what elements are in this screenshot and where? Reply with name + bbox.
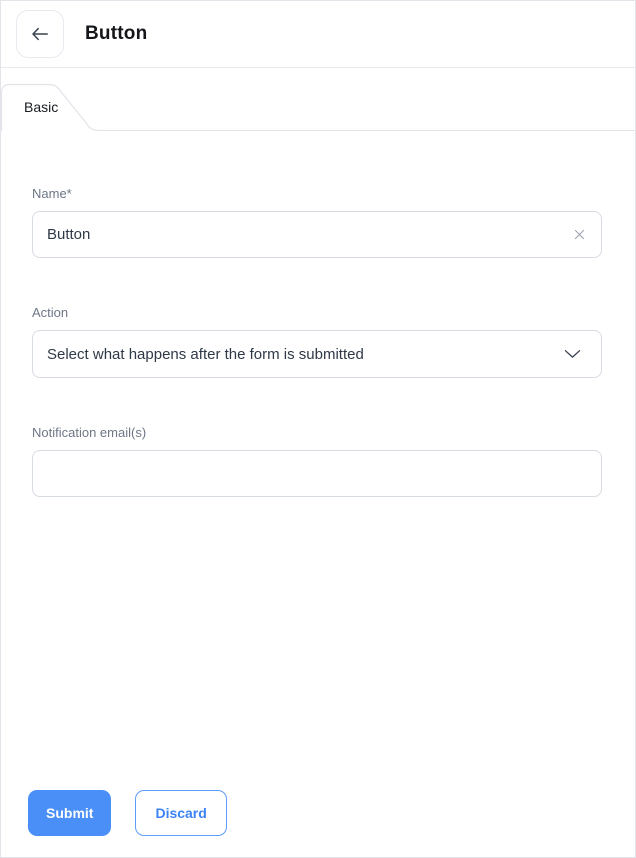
panel-header bbox=[1, 1, 635, 68]
chevron-down-icon bbox=[564, 349, 581, 359]
name-field bbox=[32, 186, 602, 258]
page-title: Button bbox=[85, 23, 148, 44]
discard-button[interactable]: Discard bbox=[135, 790, 226, 836]
notification-label: Notification email(s) bbox=[32, 425, 147, 440]
tabbar-divider bbox=[97, 130, 635, 131]
name-input-wrap bbox=[32, 211, 602, 258]
name-label: Name* bbox=[32, 186, 72, 201]
submit-button[interactable]: Submit bbox=[28, 790, 111, 836]
tab-basic[interactable] bbox=[1, 83, 103, 131]
action-field bbox=[32, 305, 602, 378]
x-clear-icon bbox=[574, 229, 585, 240]
footer-actions bbox=[1, 790, 635, 857]
name-input[interactable] bbox=[32, 211, 602, 258]
action-label: Action bbox=[32, 305, 69, 320]
back-button[interactable] bbox=[16, 10, 64, 58]
form-content bbox=[1, 131, 635, 790]
arrow-left-icon bbox=[31, 27, 49, 41]
tab-bar bbox=[1, 83, 635, 131]
action-select[interactable] bbox=[32, 330, 602, 378]
notification-input-wrap bbox=[32, 450, 602, 497]
action-select-value: Select what happens after the form is submitted bbox=[47, 345, 364, 363]
tab-basic-label: Basic bbox=[24, 99, 59, 115]
notification-field bbox=[32, 425, 602, 497]
notification-input[interactable] bbox=[32, 450, 602, 497]
clear-name-button[interactable] bbox=[566, 222, 592, 248]
